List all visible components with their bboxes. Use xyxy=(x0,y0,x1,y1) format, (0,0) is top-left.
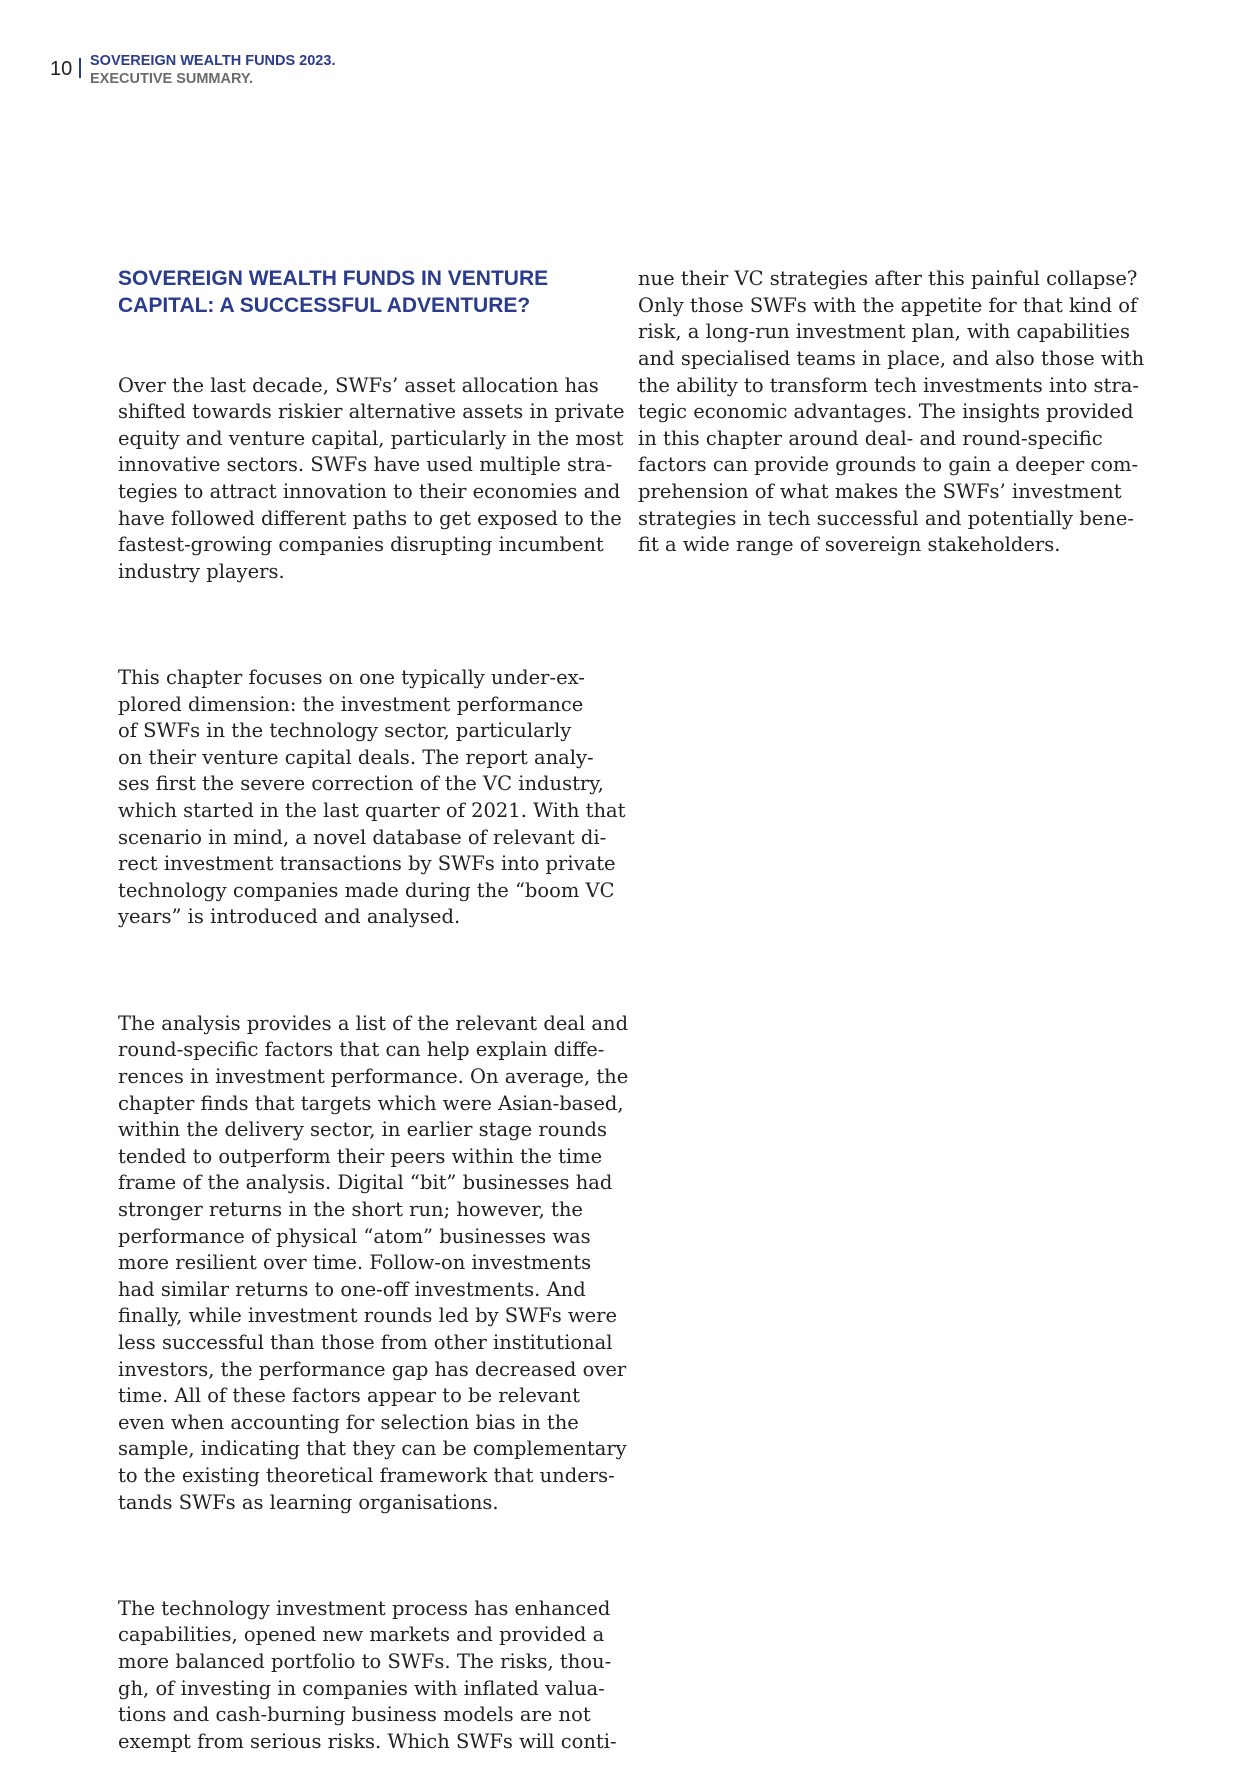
paragraph-process: The technology investment process has enhanced capabilities, opened new markets and provided a more balanced portfolio to SWFs. The risks, thou- gh, of investing in companies with inflated valua- tions and cash-burning business models are not exempt from serious risks. Which SWFs will conti- xyxy=(118,1596,617,1753)
header-divider xyxy=(79,58,81,78)
right-column xyxy=(638,213,1145,585)
paragraph-analysis: The analysis provides a list of the relevant deal and round-specific factors that can help explain diffe- rences in investment performance. On average, the chapter finds that targets which were Asian-based, within the delivery sector, in earlier stage rounds tended to outperform their peers within the time frame of the analysis. Digital “bit” businesses had stronger returns in the short run; however, the performance of physical “atom” businesses was more resilient over time. Follow-on investments had similar returns to one-off investments. And finally, while investment rounds led by SWFs were less successful than those from other institutional investors, the performance gap has decreased over time. All of these factors appear to be relevant even when accounting for selection bias in the sample, indicating that they can be complementary to the existing theoretical framework that unders- tands SWFs as learning organisations. xyxy=(118,1011,629,1514)
report-section: EXECUTIVE SUMMARY. xyxy=(90,71,254,87)
left-column xyxy=(118,213,629,1782)
paragraph-intro: Over the last decade, SWFs’ asset allocation has shifted towards riskier alternative assets in private equity and venture capital, particularly in the most innovative sectors. SWFs have used multiple stra- tegies to attract innovation to their economies and have followed different paths to get exposed to the fastest-growing companies disrupting incumbent industry players. xyxy=(118,373,625,583)
paragraph-focus: This chapter focuses on one typically under-ex- plored dimension: the investment performance of SWFs in the technology sector, particularly on their venture capital deals. The report analy- ses first the severe correction of the VC industry, which started in the last quarter of 2021. With that scenario in mind, a novel database of relevant di- rect investment transactions by SWFs into private technology companies made during the “boom VC years” is introduced and analysed. xyxy=(118,666,626,929)
page-number: 10 xyxy=(50,58,73,80)
report-title: SOVEREIGN WEALTH FUNDS 2023. xyxy=(90,53,336,69)
header-text xyxy=(90,52,335,88)
section-heading: SOVEREIGN WEALTH FUNDS IN VENTURE CAPITAL: A SUCCESSFUL ADVENTURE? xyxy=(118,267,549,317)
paragraph-continuation: nue their VC strategies after this painful collapse? Only those SWFs with the appetite for that kind of risk, a long-run investment plan, with capabilities and specialised teams in place, and also those with the ability to transform tech investments into stra- tegic economic advantages. The insights provided in this chapter around deal- and round-specific factors can provide grounds to gain a deeper com- prehension of what makes the SWFs’ investment strategies in tech successful and potentially bene- fit a wide range of sovereign stakeholders. xyxy=(638,267,1145,557)
